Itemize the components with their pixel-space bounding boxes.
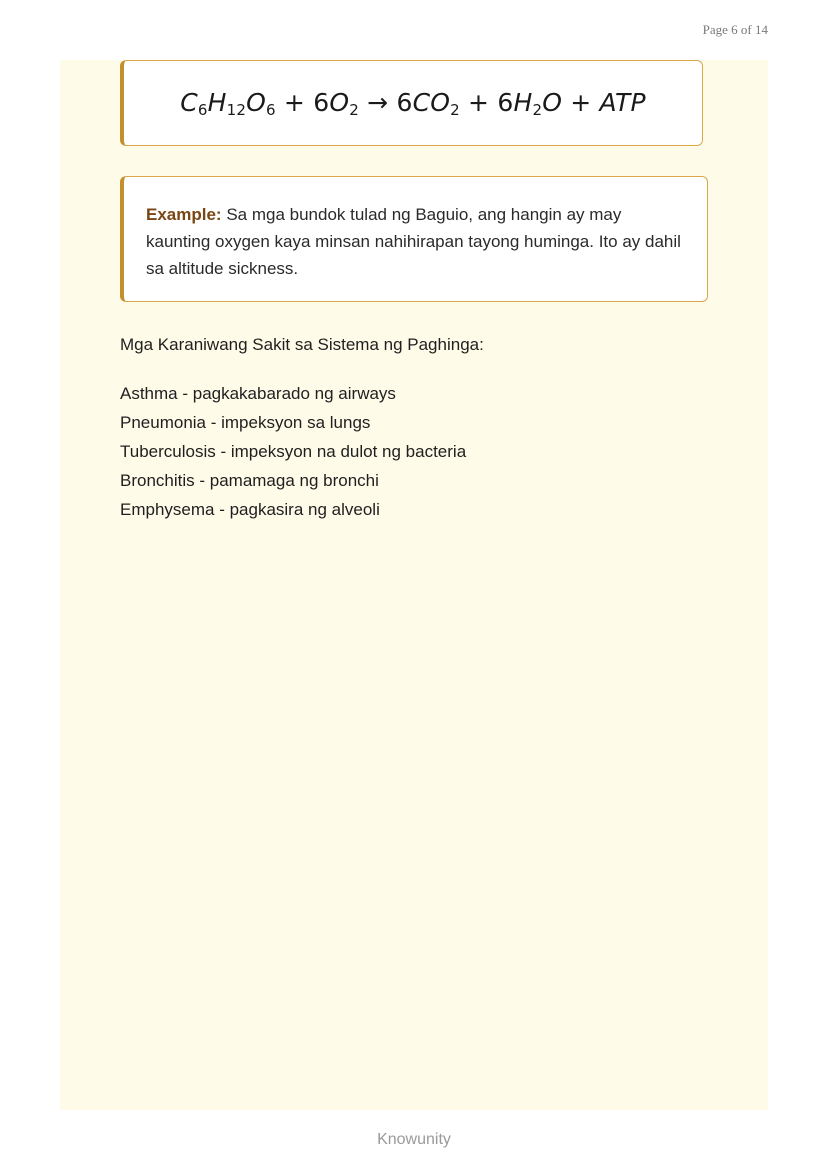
eq-plus-3: + — [570, 87, 592, 117]
eq-glucose-o: O — [246, 87, 267, 117]
eq-oxygen-o: O — [329, 87, 350, 117]
list-item: Asthma - pagkakabarado ng airways — [120, 384, 396, 403]
diseases-heading: Mga Karaniwang Sakit sa Sistema ng Paghinga: — [120, 335, 484, 354]
eq-plus-1: + — [283, 87, 306, 117]
eq-glucose-h: H — [207, 87, 227, 117]
eq-oxygen-coef: 6 — [313, 87, 330, 117]
list-item: Emphysema - pagkasira ng alveoli — [120, 500, 380, 519]
cellular-respiration-equation — [180, 88, 646, 119]
eq-water-h-sub: 2 — [532, 100, 543, 119]
eq-water-h: H — [513, 87, 533, 117]
eq-co2-coef: 6 — [396, 87, 413, 117]
eq-glucose-o-sub: 6 — [266, 100, 276, 119]
eq-water-coef: 6 — [497, 87, 514, 117]
example-label: Example: — [146, 205, 222, 224]
eq-glucose-h-sub: 12 — [226, 100, 247, 119]
eq-co2-text: CO — [412, 87, 451, 117]
example-callout — [120, 176, 708, 302]
eq-glucose-c: C — [180, 87, 198, 117]
content-area — [60, 60, 768, 1110]
eq-co2-sub: 2 — [450, 100, 460, 119]
eq-water-o: O — [542, 87, 563, 117]
list-item: Pneumonia - impeksyon sa lungs — [120, 413, 371, 432]
eq-oxygen-sub: 2 — [349, 100, 359, 119]
eq-glucose-c-sub: 6 — [197, 100, 208, 119]
equation-box — [120, 60, 703, 146]
eq-atp: ATP — [599, 87, 646, 117]
list-item: Tuberculosis - impeksyon na dulot ng bacteria — [120, 442, 467, 461]
list-item: Bronchitis - pamamaga ng bronchi — [120, 471, 379, 490]
eq-arrow: → — [367, 87, 389, 117]
eq-plus-2: + — [468, 87, 490, 117]
page-number: Page 6 of 14 — [702, 22, 768, 37]
footer-brand: Knowunity — [377, 1131, 451, 1148]
example-text: Sa mga bundok tulad ng Baguio, ang hangin ay may kaunting oxygen kaya minsan nahihirapan tayong huminga. Ito ay dahil sa altitude sickness. — [146, 205, 681, 278]
disease-list — [120, 379, 466, 524]
